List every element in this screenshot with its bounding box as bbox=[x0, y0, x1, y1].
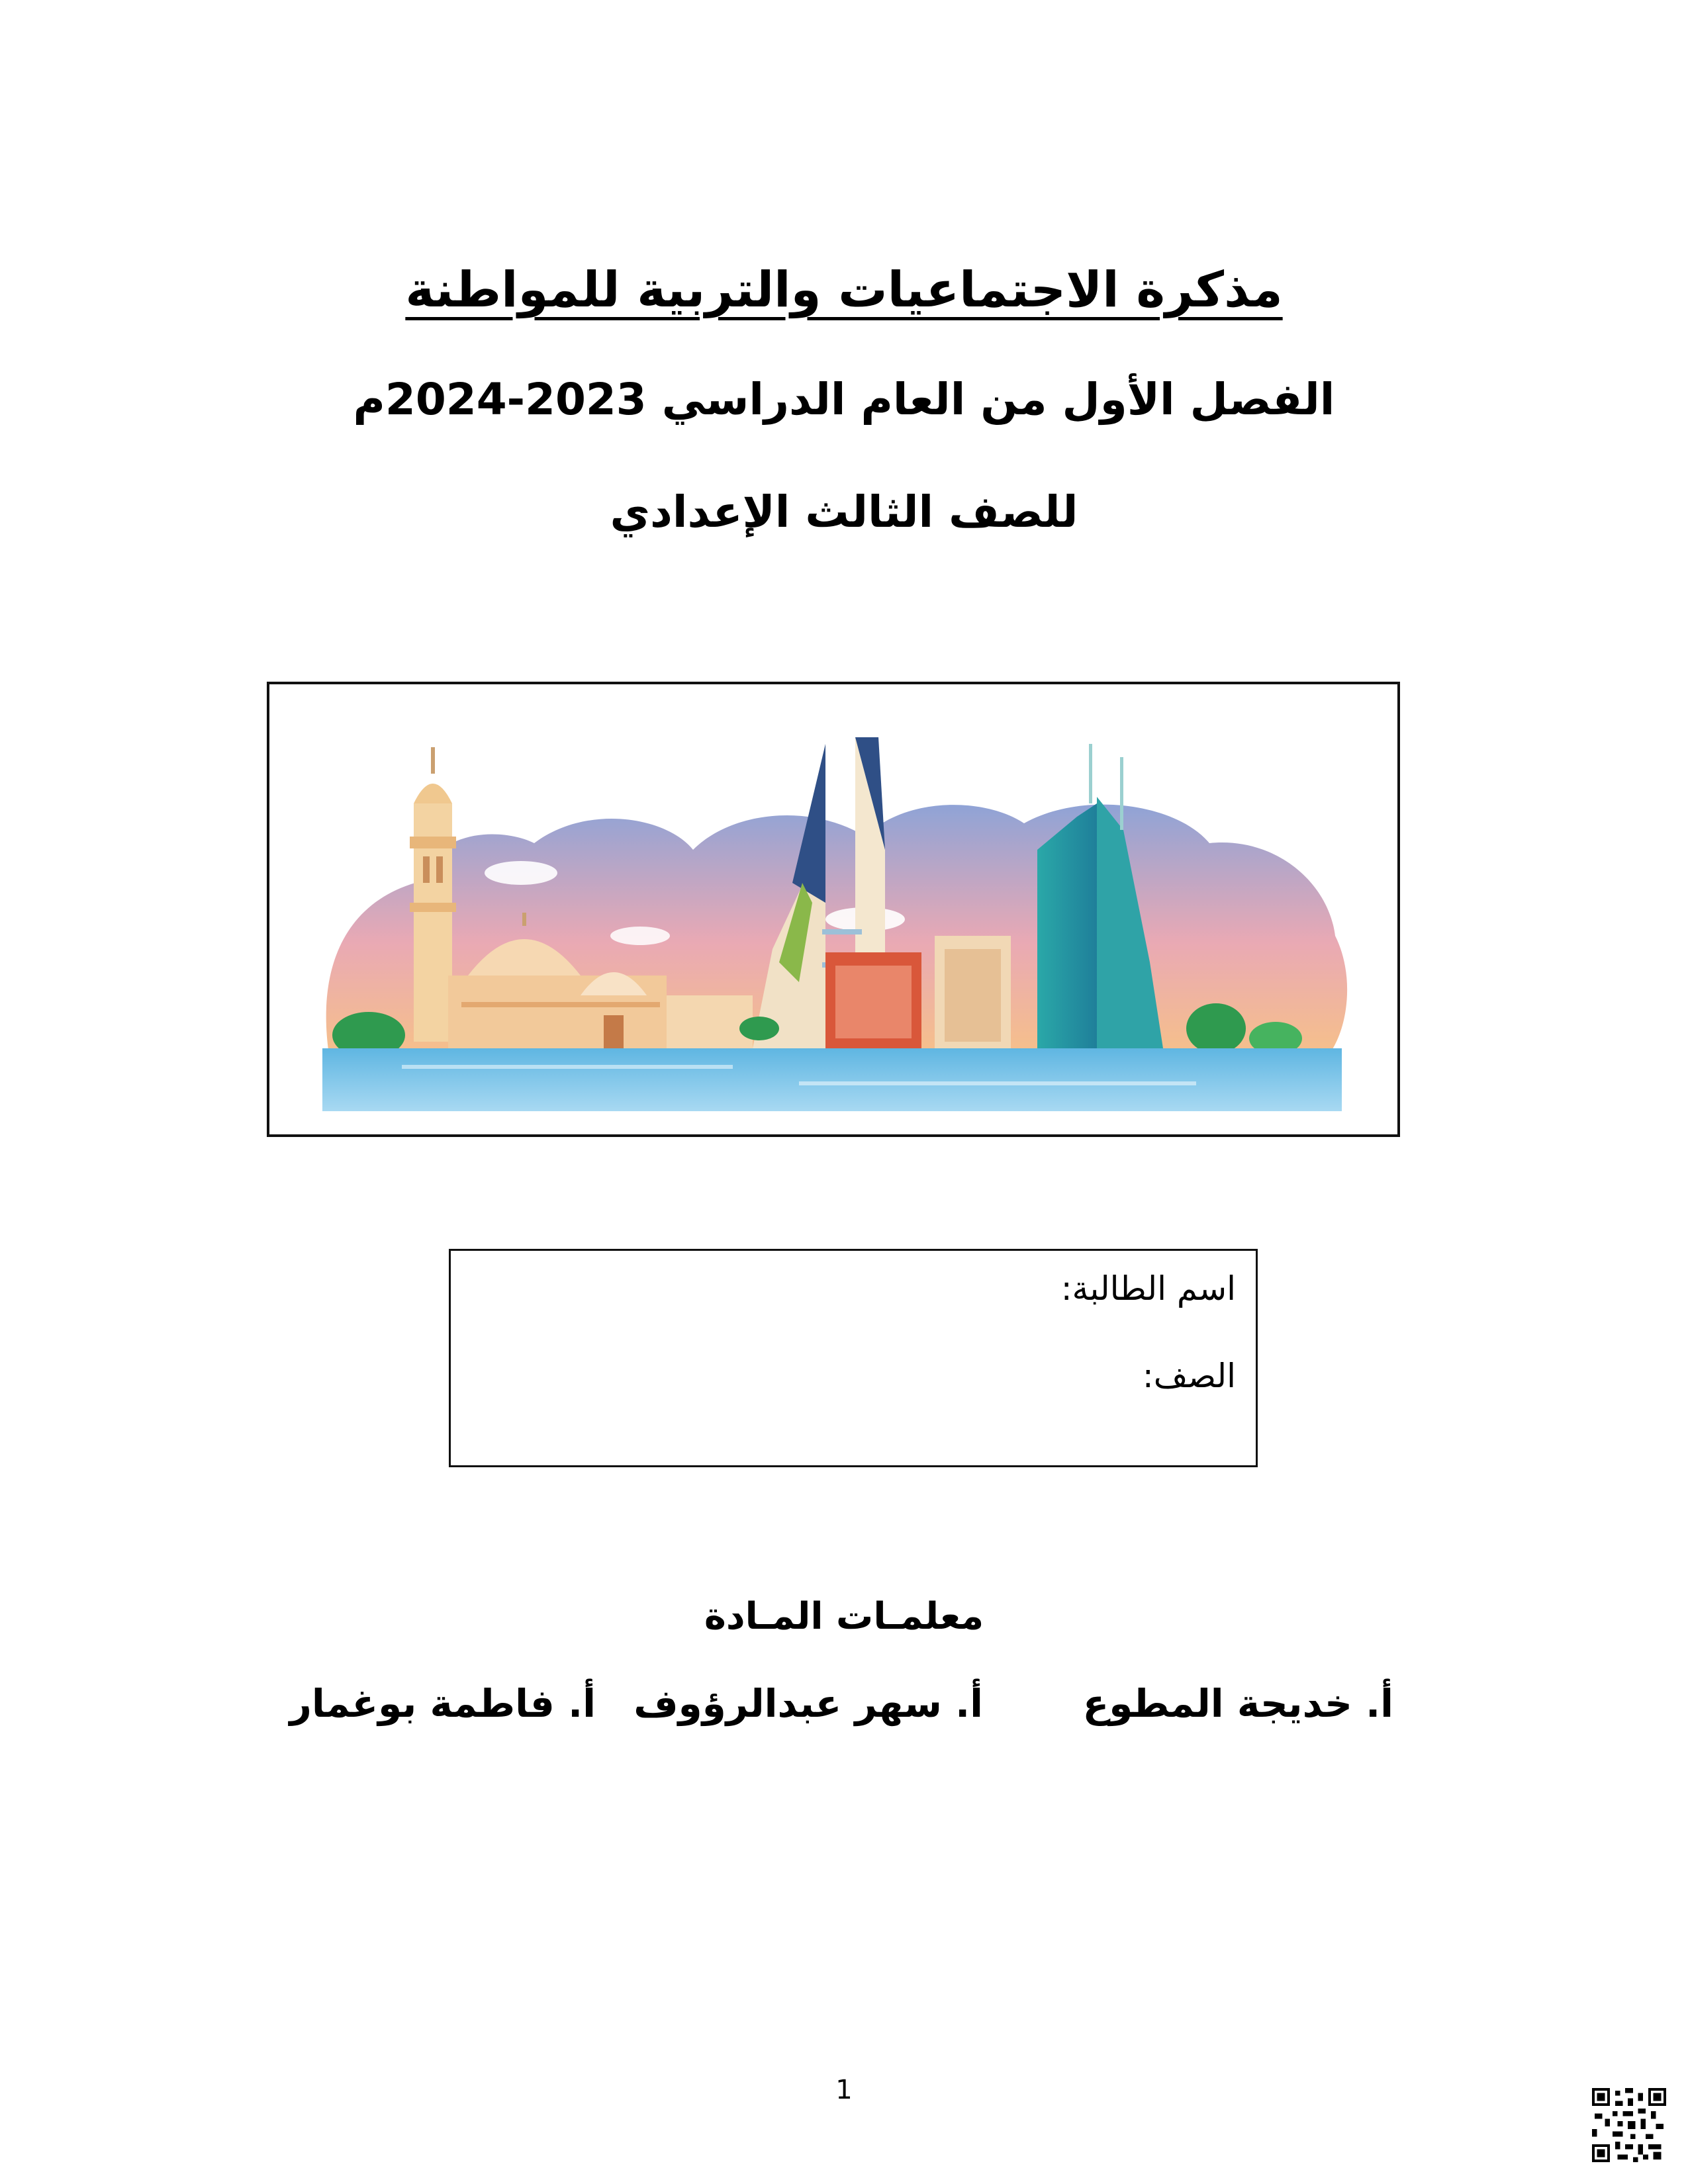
low-building bbox=[667, 995, 753, 1048]
teacher-name: أ. فاطمة بوغمار bbox=[289, 1681, 596, 1726]
cloud bbox=[485, 861, 557, 885]
teacher-name: أ. خديجة المطوع bbox=[1082, 1681, 1393, 1726]
qr-code-icon bbox=[1592, 2088, 1666, 2162]
cloud bbox=[610, 927, 670, 945]
student-class-label: الصف: bbox=[1142, 1357, 1236, 1395]
grade-subtitle: للصف الثالث الإعدادي bbox=[610, 486, 1078, 537]
student-name-label: اسم الطالبة: bbox=[1060, 1269, 1236, 1308]
bahrain-skyline-illustration bbox=[269, 684, 1397, 1134]
teacher-name: أ. سهر عبدالرؤوف bbox=[633, 1681, 983, 1726]
teachers-heading: معلمـات المـادة bbox=[704, 1595, 984, 1638]
term-subtitle: الفصل الأول من العام الدراسي 2023-2024م bbox=[353, 374, 1335, 425]
page-title: مذكرة الاجتماعيات والتربية للمواطنة bbox=[405, 261, 1283, 318]
skyline-illustration-frame bbox=[267, 682, 1400, 1137]
page-number: 1 bbox=[835, 2075, 853, 2105]
water bbox=[322, 1048, 1342, 1111]
student-info-box bbox=[449, 1249, 1258, 1467]
tree bbox=[739, 1017, 779, 1040]
tree bbox=[1186, 1003, 1246, 1054]
